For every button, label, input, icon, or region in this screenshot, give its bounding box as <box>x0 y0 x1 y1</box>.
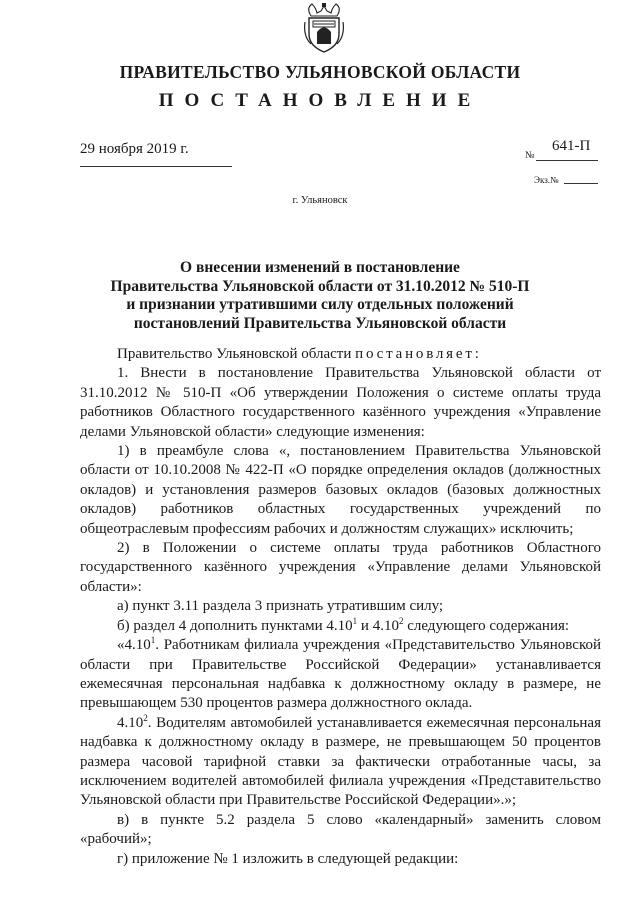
superscript: 1 <box>150 635 156 646</box>
paragraph-point-4-10-2 <box>80 714 601 811</box>
superscript: 2 <box>398 615 404 626</box>
preamble-paragraph <box>80 345 601 364</box>
paragraph-point-4-10-1 <box>80 636 601 714</box>
government-name: ПРАВИТЕЛЬСТВО УЛЬЯНОВСКОЙ ОБЛАСТИ <box>119 62 521 82</box>
text-run: б) раздел 4 дополнить пунктами 4.10 <box>117 617 353 634</box>
coat-of-arms-emblem <box>303 2 345 54</box>
heading-line: и признании утратившими силу отдельных положений <box>126 296 514 313</box>
paragraph-item-1: 1. Внести в постановление Правительства Ульяновской области от 31.10.2012 № 510-П «Об утверждении Положения о системе оплаты труда работников Областного государственного казённого учреждения «Управление делами Ульяновской области» следующие изменения: <box>80 365 601 440</box>
text-run: 4.10 <box>117 714 144 731</box>
superscript: 2 <box>143 712 148 723</box>
text-run: и 4.10 <box>357 617 399 634</box>
preamble-verb: постановляет: <box>355 346 482 362</box>
document-date: 29 ноября 2019 г. <box>80 141 189 157</box>
paragraph-subitem-2: 2) в Положении о системе оплаты труда работников Областного государственного казённого учреждения «Управление делами Ульяновской области»: <box>80 540 601 595</box>
paragraph-subitem-v: в) в пункте 5.2 раздела 5 слово «календарный» заменить словом «рабочий»; <box>80 811 601 848</box>
preamble-subject: Правительство Ульяновской области <box>117 346 352 362</box>
date-underline <box>80 166 232 167</box>
document-number: 641-П <box>552 138 591 154</box>
heading-line: Правительства Ульяновской области от 31.10.2012 № 510-П <box>110 277 530 295</box>
copy-number-underline <box>564 183 598 184</box>
text-run: следующего содержания: <box>403 617 570 634</box>
document-type-title: ПОСТАНОВЛЕНИЕ <box>158 90 482 111</box>
superscript: 1 <box>352 615 358 626</box>
paragraph-subitem-g: г) приложение № 1 изложить в следующей редакции: <box>117 850 459 867</box>
heading-line: постановлений Правительства Ульяновской области <box>133 314 507 332</box>
heading-line: О внесении изменений в постановление <box>180 259 460 276</box>
number-sign: № <box>525 150 535 161</box>
copy-number-label: Экз.№ <box>534 175 559 185</box>
paragraph-subitem-1: 1) в преамбуле слова «, постановлением Правительства Ульяновской области от 10.10.2008 № 422-П «О порядке определения окладов (должностных окладов) и установления размеров базовых окладов (базовых должностных окладов) работников областных государственных учреждений по общеотраслевым профессиям рабочих и должностям служащих» исключить; <box>80 443 601 537</box>
paragraph-subitem-b <box>80 617 601 636</box>
document-body <box>80 345 601 869</box>
text-run: . Работникам филиала учреждения «Представительство Ульяновской области при Правительстве Российской Федерации» устанавливается ежемесячная персональная надбавка к должностному окладу в размере, не превышающем 530 процентов размера должностного оклада. <box>80 637 601 712</box>
text-run: «4.10 <box>117 637 151 654</box>
number-underline <box>536 160 598 161</box>
city-label: г. Ульяновск <box>292 195 348 206</box>
paragraph-subitem-a: а) пункт 3.11 раздела 3 признать утратившим силу; <box>117 598 444 615</box>
document-heading <box>100 259 540 333</box>
text-run: . Водителям автомобилей устанавливается ежемесячная персональная надбавка к должностному окладу в размере, не превышающем 50 процентов размера часовой тарифной ставки за фактически отработанные часы, за исключением водителей автомобилей филиала учреждения «Представительство Ульяновской области при Правительстве Российской Федерации».»; <box>80 714 601 809</box>
